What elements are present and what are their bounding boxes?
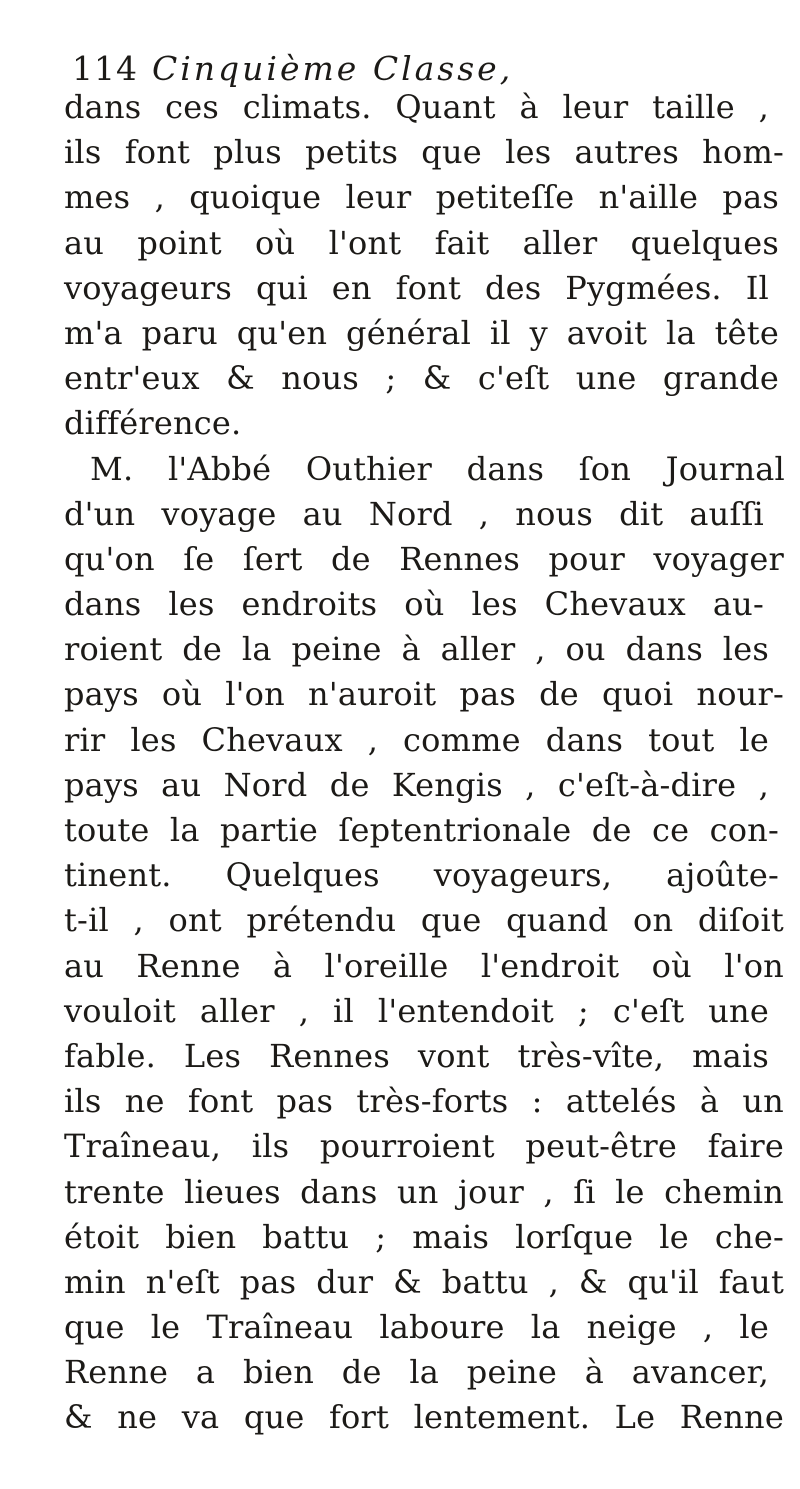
text-line: toute la partie ſeptentrionale de ce con- <box>64 811 779 849</box>
text-line: & ne va que fort lentement. Le Renne <box>64 1398 784 1437</box>
text-line: que le Traîneau laboure la neige , le <box>64 1308 769 1347</box>
text-line: trente lieues dans un jour , ſi le chemin <box>64 1172 784 1211</box>
text-line: roient de la peine à aller , ou dans les <box>64 630 769 669</box>
text-line: ils font plus petits que les autres hom- <box>64 133 784 172</box>
text-line: vouloit aller , il l'entendoit ; c'eſt une <box>64 991 769 1030</box>
text-line: Renne a bien de la peine à avancer, <box>64 1353 769 1392</box>
body-text <box>64 85 784 1441</box>
text-line: d'un voyage au Nord , nous dit auſſi <box>64 494 764 533</box>
text-line: min n'eſt pas dur & battu , & qu'il faut <box>64 1262 784 1301</box>
text-line: étoit bien battu ; mais lorſque le che- <box>64 1217 784 1256</box>
text-line: Traîneau, ils pourroient peut-être faire <box>64 1127 784 1166</box>
text-line: pays où l'on n'auroit pas de quoi nour- <box>64 675 784 714</box>
text-line: différence. <box>64 404 242 443</box>
text-line: mes , quoique leur petiteſſe n'aille pas <box>64 178 779 217</box>
text-line: voyageurs qui en font des Pygmées. Il <box>64 268 769 307</box>
text-line: rir les Chevaux , comme dans tout le <box>64 720 769 759</box>
text-line: t-il , ont prétendu que quand on diſoit <box>64 901 784 940</box>
text-line: entr'eux & nous ; & c'eſt une grande <box>64 359 779 398</box>
text-line: ils ne font pas très-forts : attelés à un <box>64 1082 784 1121</box>
text-line: fable. Les Rennes vont très-vîte, mais <box>64 1036 769 1075</box>
text-line: au point où l'ont fait aller quelques <box>64 223 779 262</box>
text-line: dans ces climats. Quant à leur taille , <box>64 88 769 126</box>
text-line: qu'on ſe ſert de Rennes pour voyager <box>64 539 784 578</box>
text-line: pays au Nord de Kengis , c'eſt-à-dire , <box>64 765 769 804</box>
running-title: Cinquième Classe, <box>152 49 514 88</box>
text-line: dans les endroits où les Chevaux au- <box>64 585 764 624</box>
text-line: M. l'Abbé Outhier dans ſon Journal <box>90 449 785 488</box>
text-line: tinent. Quelques voyageurs, ajoûte- <box>64 856 779 895</box>
text-line: au Renne à l'oreille l'endroit où l'on <box>64 946 784 985</box>
text-line: m'a paru qu'en général il y avoit la tête <box>64 313 779 352</box>
page-number: 114 <box>72 49 138 88</box>
